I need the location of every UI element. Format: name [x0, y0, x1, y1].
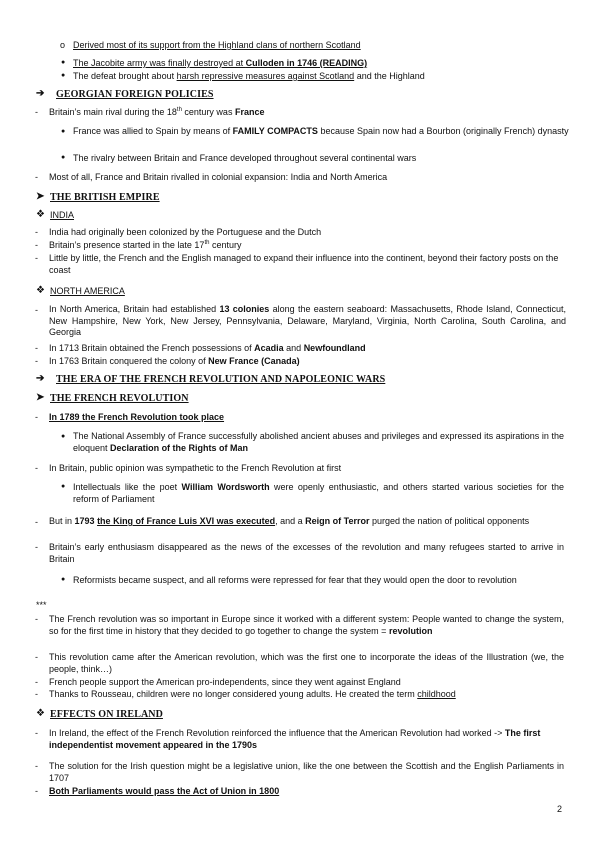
dash-marker: -	[35, 463, 38, 473]
dash-marker: -	[35, 728, 38, 738]
ireland-dash-2: The solution for the Irish question might be a legislative union, like the one between the Scottish and the English Parliaments in 1707	[49, 761, 564, 783]
india-dash-3: Little by little, the French and the English managed to expand their influence into the continent, beyond their factory posts on the coast	[49, 253, 559, 275]
north-america-dash-1: In North America, Britain had established 13 colonies along the eastern seaboard: Massachusetts, Rhode Island, Connecticut, New Hampshire, New York, New Jersey, Pennsylvania, Delaware, Maryland, Virginia, North Carolina, South Carolina, and Georgia	[49, 304, 566, 337]
french-revolution-heading: THE FRENCH REVOLUTION	[50, 393, 189, 404]
revolution-dash-5: The French revolution was so important in Europe since it worked with a different system: People wanted to change the system, so for the first time in history that they decided to go together to change the system = revolution	[49, 614, 564, 636]
arrow-right-icon: ➔	[36, 88, 45, 99]
revolution-bullet-3: Reformists became suspect, and all reforms were repressed for fear that they would open the door to revolution	[73, 575, 517, 585]
bullet-icon: ●	[61, 576, 66, 583]
georgian-dash-1: Britain’s main rival during the 18th century was France	[49, 107, 265, 117]
north-america-dash-3: In 1763 Britain conquered the colony of New France (Canada)	[49, 356, 300, 366]
dash-marker: -	[35, 689, 38, 699]
revolution-dash-6: This revolution came after the American revolution, which was the first one to incorporate the ideas of the Illustration (we, the people, think…)	[49, 652, 564, 674]
north-america-dash-2: In 1713 Britain obtained the French possessions of Acadia and Newfoundland	[49, 343, 366, 353]
dash-marker: -	[35, 305, 38, 315]
jacobite-bullet-2: The defeat brought about harsh repressive measures against Scotland and the Highland	[73, 71, 425, 81]
revolution-dash-2: In Britain, public opinion was sympathetic to the French Revolution at first	[49, 463, 342, 473]
georgian-bullet-1: France was allied to Spain by means of FAMILY COMPACTS because Spain now had a Bourbon (originally French) dynasty	[73, 126, 569, 136]
dash-marker: -	[35, 227, 38, 237]
dash-marker: -	[35, 786, 38, 796]
india-dash-1: India had originally been colonized by the Portuguese and the Dutch	[49, 227, 322, 237]
arrowhead-icon: ➤	[36, 392, 45, 403]
dash-marker: -	[35, 356, 38, 366]
dash-marker: -	[35, 677, 38, 687]
revolution-dash-7: French people support the American pro-independents, since they went against England	[49, 677, 401, 687]
arrowhead-icon: ➤	[36, 191, 45, 202]
separator-stars: ***	[36, 600, 47, 610]
dash-marker: -	[35, 253, 38, 263]
page-number: 2	[557, 804, 563, 814]
diamond-bullet-icon: ❖	[36, 209, 45, 220]
bullet-icon: ●	[61, 59, 66, 66]
bullet-icon: ●	[61, 128, 66, 135]
diamond-bullet-icon: ❖	[36, 708, 45, 719]
georgian-bullet-2: The rivalry between Britain and France developed throughout several continental wars	[73, 153, 417, 163]
georgian-heading: GEORGIAN FOREIGN POLICIES	[56, 89, 214, 100]
revolution-bullet-1: The National Assembly of France successfully abolished ancient abuses and privileges and expressed its aspirations in the eloquent Declaration of the Rights of Man	[73, 431, 564, 453]
diamond-bullet-icon: ❖	[36, 285, 45, 296]
jacobite-bullet-1: The Jacobite army was finally destroyed at Culloden in 1746 (READING)	[73, 58, 368, 68]
revolution-dash-3: But in 1793 the King of France Luis XVI was executed, and a Reign of Terror purged the nation of political opponents	[49, 516, 530, 526]
ireland-heading: EFFECTS ON IRELAND	[50, 709, 163, 720]
india-dash-2: Britain’s presence started in the late 17th century	[49, 240, 242, 250]
dash-marker: -	[35, 517, 38, 527]
dash-marker: -	[35, 652, 38, 662]
ireland-dash-3: Both Parliaments would pass the Act of Union in 1800	[49, 786, 280, 796]
circle-bullet-icon: o	[60, 40, 66, 50]
era-heading: THE ERA OF THE FRENCH REVOLUTION AND NAPOLEONIC WARS	[56, 374, 386, 385]
dash-marker: -	[35, 107, 38, 117]
jacobite-sub-item: Derived most of its support from the Highland clans of northern Scotland	[73, 40, 361, 50]
revolution-dash-4: Britain’s early enthusiasm disappeared as the news of the excesses of the revolution and many refugees started to arrive in Britain	[49, 542, 564, 564]
bullet-icon: ●	[61, 72, 66, 79]
empire-heading: THE BRITISH EMPIRE	[50, 192, 160, 203]
dash-marker: -	[35, 240, 38, 250]
revolution-bullet-2: Intellectuals like the poet William Wordsworth were openly enthusiastic, and others started various societies for the reform of Parliament	[73, 482, 564, 504]
arrow-right-icon: ➔	[36, 373, 45, 384]
revolution-dash-1: In 1789 the French Revolution took place	[49, 412, 225, 422]
bullet-icon: ●	[61, 154, 66, 161]
bullet-icon: ●	[61, 483, 66, 490]
india-heading: INDIA	[50, 210, 75, 220]
revolution-dash-8: Thanks to Rousseau, children were no longer considered young adults. He created the term childhood	[49, 689, 456, 699]
dash-marker: -	[35, 412, 38, 422]
ireland-dash-1: In Ireland, the effect of the French Revolution reinforced the influence that the American Revolution had worked -> The first independentist movement appeared in the 1790s	[49, 728, 541, 750]
dash-marker: -	[35, 542, 38, 552]
dash-marker: -	[35, 761, 38, 771]
dash-marker: -	[35, 614, 38, 624]
dash-marker: -	[35, 343, 38, 353]
north-america-heading: NORTH AMERICA	[50, 286, 125, 296]
dash-marker: -	[35, 172, 38, 182]
georgian-dash-2: Most of all, France and Britain rivalled in colonial expansion: India and North America	[49, 172, 388, 182]
bullet-icon: ●	[61, 433, 66, 440]
